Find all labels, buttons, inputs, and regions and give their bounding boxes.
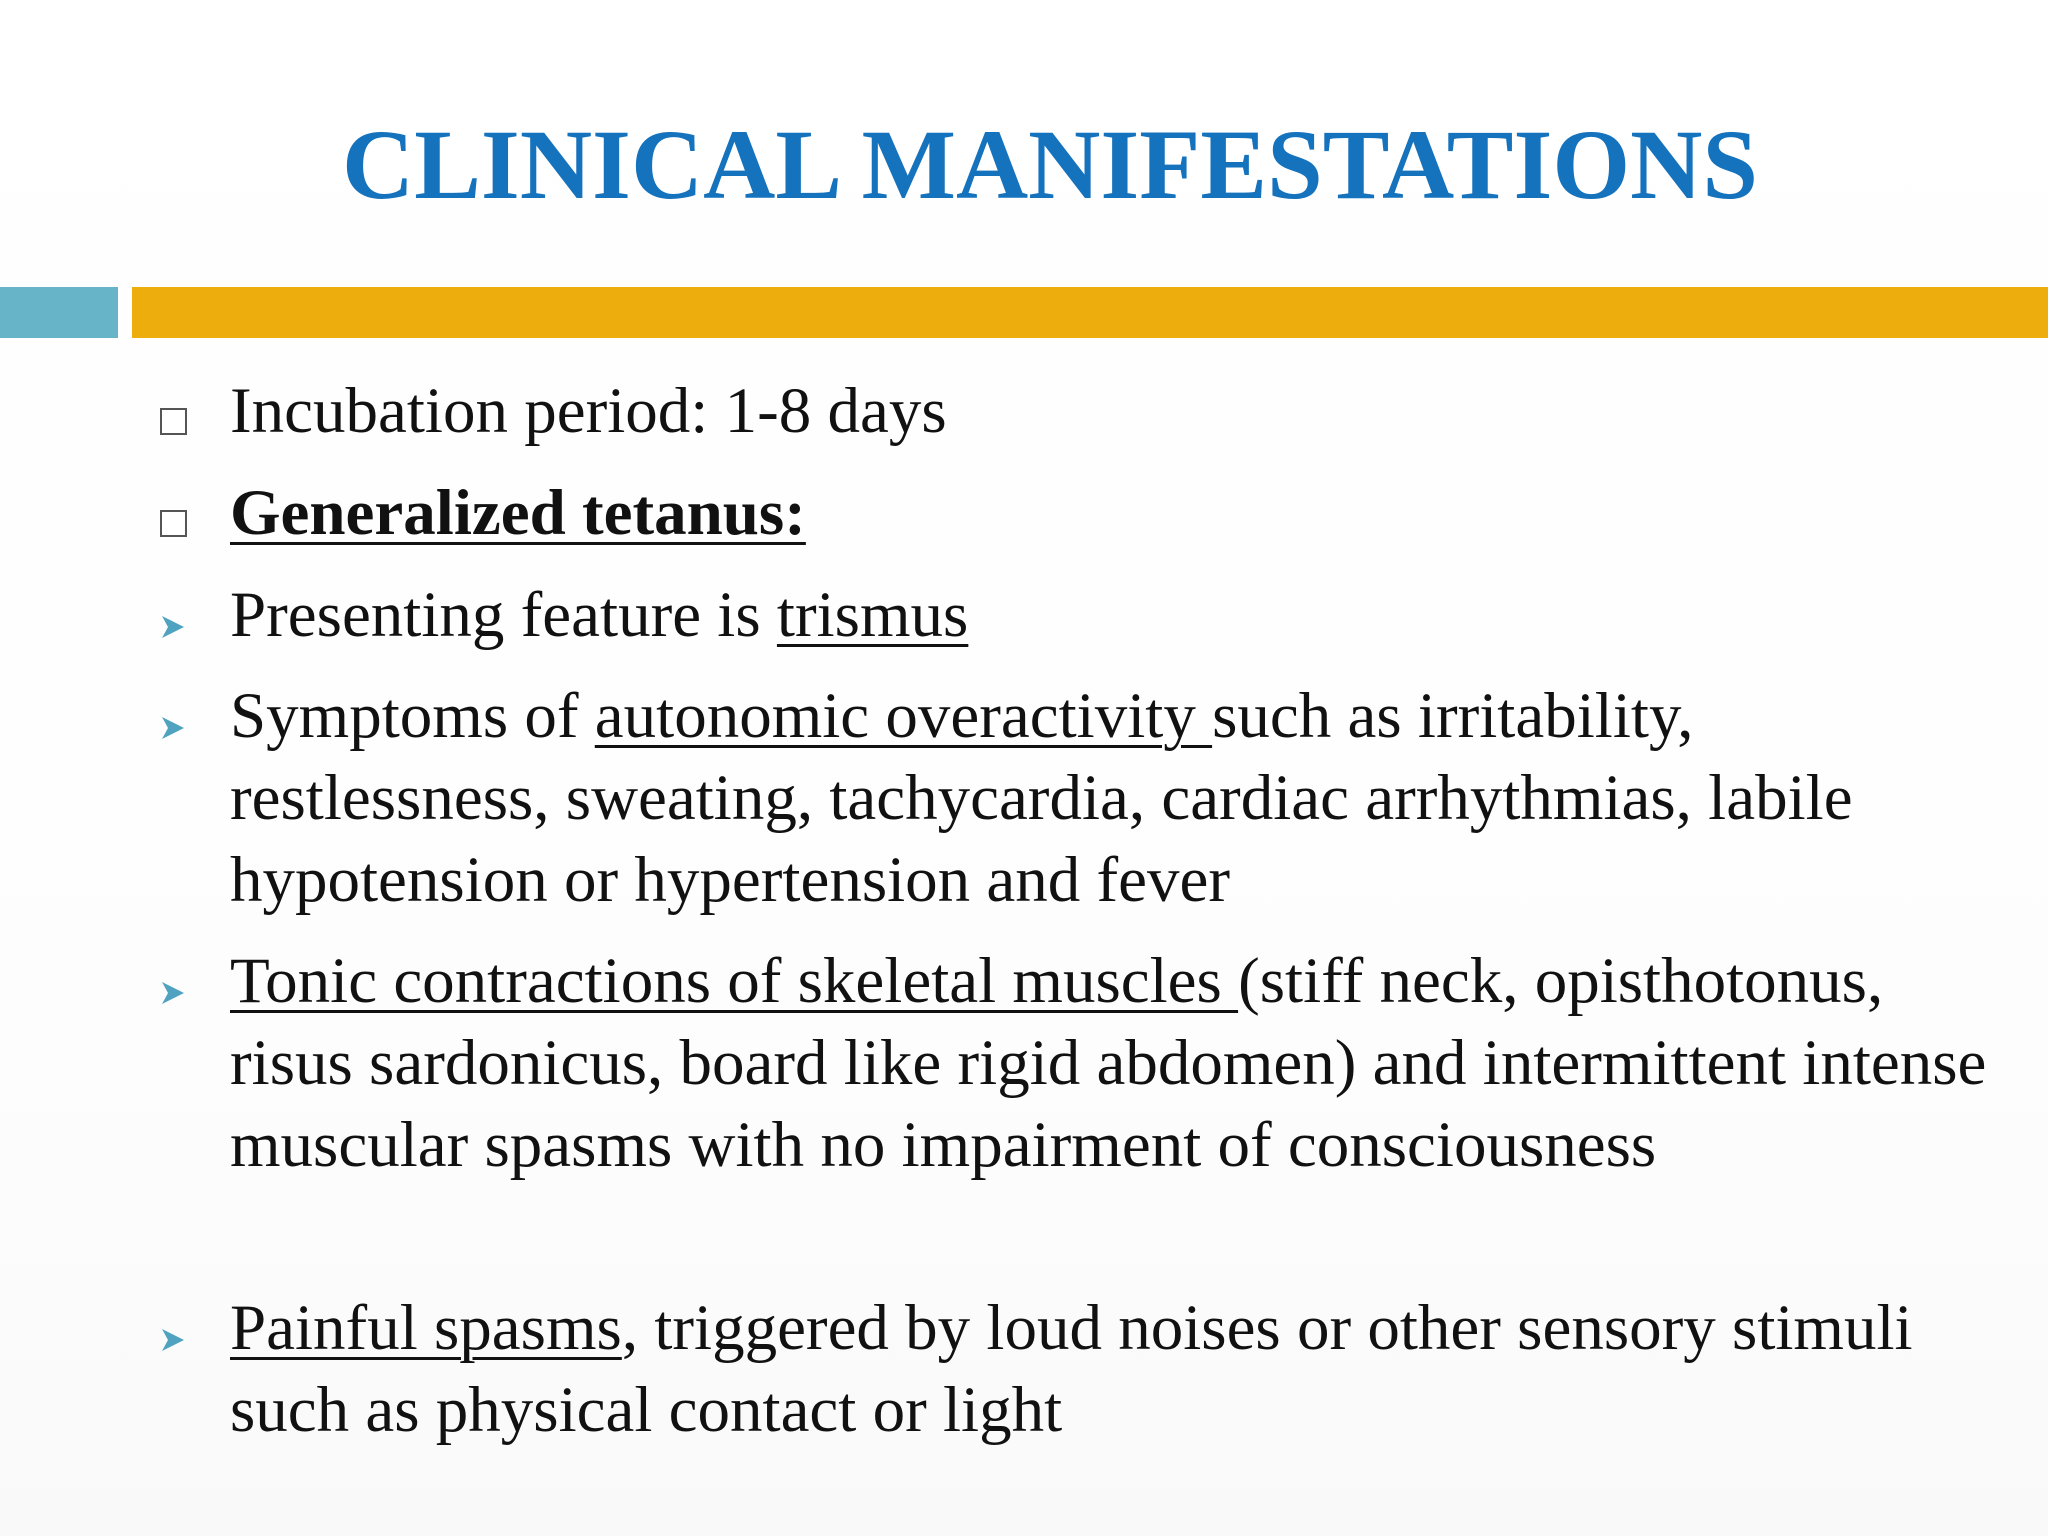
square-bullet-icon (160, 508, 192, 540)
accent-bar-right (132, 287, 2048, 338)
bullet-heading: Generalized tetanus: (230, 477, 806, 549)
bullet-text: Incubation period: 1-8 days (230, 375, 947, 447)
bullet-rest: (stiff neck, opisthotonus, risus sardonicus, board like rigid abdomen) and intermittent intense muscular spasms with no impairment of consciousness (230, 945, 1987, 1181)
arrow-bullet-icon (160, 614, 192, 646)
bullet-text (230, 1287, 1990, 1451)
bullet-underlined: Tonic contractions of skeletal muscles (230, 945, 1239, 1017)
bullet-rest: , triggered by loud noises or other sensory stimuli such as physical contact or light (230, 1292, 1913, 1446)
bullet-underlined: Painful spasms (230, 1292, 622, 1364)
bullet-text (230, 574, 1990, 656)
arrow-bullet-icon (160, 980, 192, 1012)
accent-bar-left (0, 287, 118, 338)
bullet-rest: such as irritability, restlessness, sweating, tachycardia, cardiac arrhythmias, labile hypotension or hypertension and fever (230, 680, 1853, 916)
bullet-lead: Symptoms of (230, 680, 595, 752)
arrow-bullet-icon (160, 1327, 192, 1359)
bullet-text (230, 675, 1990, 921)
slide-title: CLINICAL MANIFESTATIONS (341, 109, 1758, 220)
arrow-bullet-icon (160, 715, 192, 747)
bullet-text (230, 940, 1990, 1186)
bullet-underlined: autonomic overactivity (594, 680, 1213, 752)
square-bullet-icon (160, 406, 192, 438)
bullet-underlined: trismus (776, 579, 969, 651)
bullet-lead: Presenting feature is (230, 579, 777, 651)
